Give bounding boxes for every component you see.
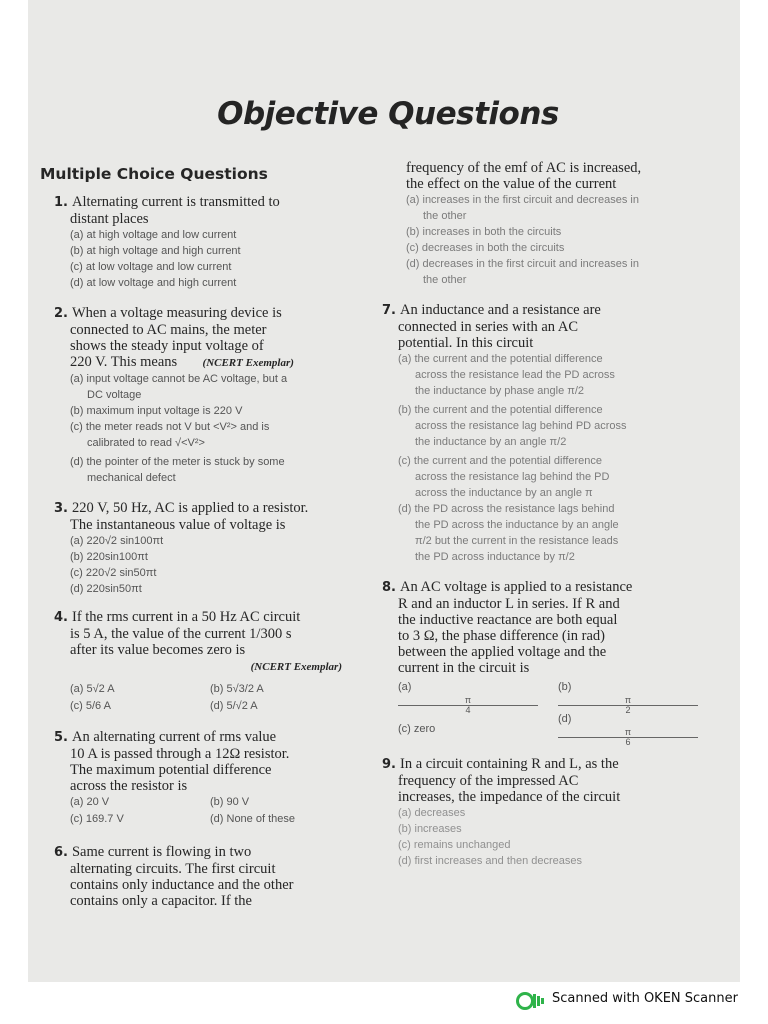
option-d: (d) None of these: [210, 813, 295, 825]
question-1: [54, 194, 354, 291]
question-stem: the inductive reactance are both equal: [398, 612, 618, 628]
question-number: 7.: [382, 303, 396, 318]
numerator: π: [558, 728, 698, 738]
question-stem: increases, the impedance of the circuit: [398, 789, 621, 805]
question-4: [54, 609, 354, 715]
question-5: [54, 729, 354, 828]
question-stem: An alternating current of rms value: [71, 729, 277, 745]
option-a: (a) 220√2 sin100πt: [70, 535, 164, 547]
question-stem: If the rms current in a 50 Hz AC circuit: [71, 609, 301, 625]
option-a: (a) decreases: [398, 807, 466, 819]
option-text: (d) decreases in the first circuit and increases in: [406, 258, 639, 270]
option-text: (a) the current and the potential difference: [398, 353, 603, 365]
section-heading: Multiple Choice Questions: [40, 165, 268, 183]
option-b: (b) increases: [398, 823, 462, 835]
option-b: (b) at high voltage and high current: [70, 245, 241, 257]
oken-logo-icon: [515, 991, 545, 1016]
right-column: [382, 160, 702, 869]
question-stem: An inductance and a resistance are: [399, 302, 601, 318]
option-text: across the inductance by an angle π: [415, 487, 593, 499]
option-text: (c) the current and the potential difference: [398, 455, 603, 467]
option-a: [382, 351, 702, 399]
question-8: [382, 579, 702, 747]
option-text: the other: [423, 274, 467, 286]
option-a: (a) 5√2 A: [70, 683, 115, 695]
question-3: [54, 500, 354, 597]
option-text: the PD across inductance by π/2: [415, 551, 575, 563]
question-stem: R and an inductor L in series. If R and: [398, 596, 620, 612]
question-number: 1.: [54, 195, 68, 210]
question-6-continued: [382, 160, 702, 288]
question-stem: distant places: [70, 211, 149, 227]
question-number: 9.: [382, 757, 396, 772]
scanner-watermark-text: Scanned with OKEN Scanner: [552, 991, 738, 1006]
question-stem: after its value becomes zero is: [70, 642, 246, 658]
option-text: DC voltage: [87, 389, 142, 401]
option-c: (c) decreases in both the circuits: [406, 242, 565, 254]
question-stem: is 5 A, the value of the current 1/300 s: [70, 626, 292, 642]
question-stem: frequency of the impressed AC: [398, 773, 579, 789]
option-d: (d) first increases and then decreases: [398, 855, 583, 867]
question-stem: contains only a capacitor. If the: [70, 893, 252, 909]
question-stem: alternating circuits. The first circuit: [70, 861, 276, 877]
option-text: the PD across the inductance by an angle: [415, 519, 619, 531]
option-text: across the resistance lag behind PD across: [415, 420, 627, 432]
option-d: [382, 256, 702, 288]
question-stem: connected in series with an AC: [398, 319, 578, 335]
option-text: (a) input voltage cannot be AC voltage, but a: [70, 373, 288, 385]
question-stem: Same current is flowing in two: [71, 844, 252, 860]
question-stem: The instantaneous value of voltage is: [70, 517, 286, 533]
denominator: 4: [465, 705, 471, 715]
option-b: [382, 402, 702, 450]
option-text: across the resistance lead the PD across: [415, 369, 615, 381]
option-a: (a) at high voltage and low current: [70, 229, 237, 241]
option-b: (b) 90 V: [210, 796, 250, 808]
source-tag: (NCERT Exemplar): [250, 661, 342, 673]
option-b: (b) maximum input voltage is 220 V: [70, 405, 243, 417]
option-label: (b): [558, 681, 572, 693]
question-stem: across the resistor is: [70, 778, 188, 794]
question-stem: current in the circuit is: [398, 660, 530, 676]
option-text: (a) increases in the first circuit and decreases in: [406, 194, 639, 206]
option-label: (a): [398, 681, 412, 693]
question-stem: In a circuit containing R and L, as the: [399, 756, 619, 772]
option-text: mechanical defect: [87, 472, 176, 484]
question-stem: the effect on the value of the current: [406, 176, 617, 192]
option-c: (c) zero: [398, 722, 436, 735]
denominator: 6: [625, 737, 631, 747]
option-d: [538, 711, 698, 747]
question-number: 6.: [54, 845, 68, 860]
option-b: [538, 679, 698, 715]
left-column: [54, 194, 354, 909]
question-number: 2.: [54, 306, 68, 321]
option-c: (c) at low voltage and low current: [70, 261, 232, 273]
option-text: calibrated to read √<V²>: [87, 437, 205, 449]
question-stem: potential. In this circuit: [398, 335, 534, 351]
question-stem: 220 V, 50 Hz, AC is applied to a resistor.: [71, 500, 309, 516]
question-stem: When a voltage measuring device is: [71, 305, 282, 321]
question-stem: The maximum potential difference: [70, 762, 272, 778]
question-number: 8.: [382, 580, 396, 595]
question-number: 5.: [54, 730, 68, 745]
denominator: 2: [625, 705, 631, 715]
source-tag: (NCERT Exemplar): [202, 357, 294, 369]
option-d: [382, 501, 702, 565]
option-b: (b) 5√3/2 A: [210, 683, 264, 695]
question-number: 3.: [54, 501, 68, 516]
question-9: [382, 756, 702, 869]
option-b: (b) 220sin100πt: [70, 551, 148, 563]
question-7: [382, 302, 702, 565]
question-stem: between the applied voltage and the: [398, 644, 607, 660]
option-text: the inductance by an angle π/2: [415, 436, 567, 448]
option-c: (c) 169.7 V: [70, 813, 124, 825]
question-number: 4.: [54, 610, 68, 625]
option-d: (d) at low voltage and high current: [70, 277, 237, 289]
question-stem: shows the steady input voltage of: [70, 338, 264, 354]
fraction: [558, 728, 698, 747]
question-stem: connected to AC mains, the meter: [70, 322, 267, 338]
option-a: [54, 371, 354, 403]
question-stem: to 3 Ω, the phase difference (in rad): [398, 628, 605, 644]
option-text: (d) the pointer of the meter is stuck by some: [70, 456, 285, 468]
option-text: across the resistance lag behind the PD: [415, 471, 610, 483]
option-text: the other: [423, 210, 467, 222]
question-stem: contains only inductance and the other: [70, 877, 294, 893]
question-2: [54, 305, 354, 486]
numerator: π: [398, 696, 538, 706]
option-text: (b) the current and the potential difference: [398, 404, 603, 416]
option-text: π/2 but the current in the resistance leads: [415, 535, 619, 547]
option-label: (d): [558, 713, 572, 725]
option-c: (c) remains unchanged: [398, 839, 511, 851]
option-text: (d) the PD across the resistance lags behind: [398, 503, 615, 515]
option-c: (c) 5/6 A: [70, 700, 111, 712]
option-c: [54, 419, 354, 451]
question-6: [54, 844, 354, 909]
page-title: Objective Questions: [217, 96, 559, 132]
option-text: (c) the meter reads not V but <V²> and is: [70, 421, 270, 433]
option-d: (d) 5/√2 A: [210, 700, 258, 712]
option-a: (a) 20 V: [70, 796, 110, 808]
numerator: π: [558, 696, 698, 706]
option-a: [398, 679, 538, 715]
question-stem: An AC voltage is applied to a resistance: [399, 579, 633, 595]
scanned-page: [28, 0, 740, 982]
option-c: (c) 220√2 sin50πt: [70, 567, 157, 579]
question-stem: Alternating current is transmitted to: [71, 194, 280, 210]
option-text: the inductance by phase angle π/2: [415, 385, 585, 397]
option-d: (d) 220sin50πt: [70, 583, 142, 595]
option-d: [54, 454, 354, 486]
question-stem: 10 A is passed through a 12Ω resistor.: [70, 746, 290, 762]
option-a: [382, 192, 702, 224]
question-stem: frequency of the emf of AC is increased,: [406, 160, 642, 176]
fraction: [398, 696, 538, 715]
question-stem: 220 V. This means: [70, 354, 178, 370]
option-b: (b) increases in both the circuits: [406, 226, 562, 238]
option-c: [382, 453, 702, 501]
